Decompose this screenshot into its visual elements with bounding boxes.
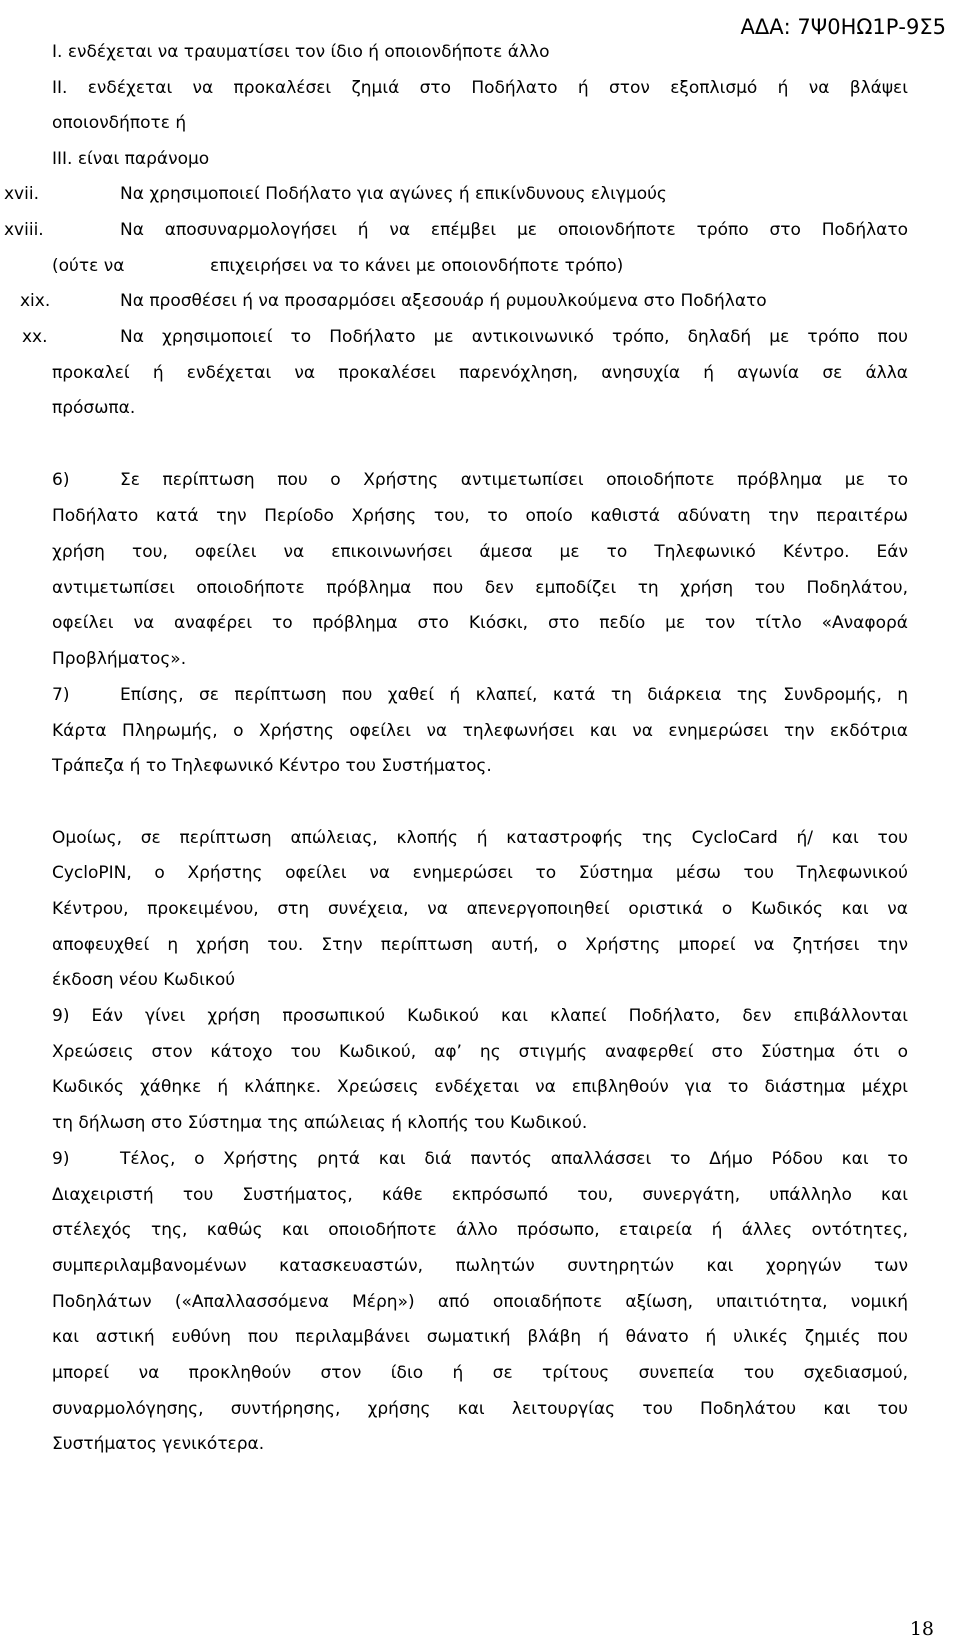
roman-label-xviii: xviii.	[4, 220, 44, 240]
roman-item-xx-line3: πρόσωπα.	[52, 398, 136, 418]
roman-item-xvii: Να χρησιμοποιεί Ποδήλατο για αγώνες ή επικίνδυνους ελιγμούς	[120, 184, 667, 204]
para9b-line1: Τέλος, ο Χρήστης ρητά και διά παντός απαλλάσσει το Δήμο Ρόδου και το	[120, 1149, 908, 1169]
para9b-line8: συναρμολόγησης, συντήρησης, χρήσης και λειτουργίας του Ποδηλάτου και του	[52, 1399, 908, 1419]
para9b-number: 9)	[52, 1149, 70, 1169]
para7-line1: Επίσης, σε περίπτωση που χαθεί ή κλαπεί, κατά τη διάρκεια της Συνδρομής, η	[120, 685, 908, 705]
para9b-line2: Διαχειριστή του Συστήματος, κάθε εκπρόσωπό του, συνεργάτη, υπάλληλο και	[52, 1185, 908, 1205]
para9b-line4: συμπεριλαμβανομένων κατασκευαστών, πωλητών συντηρητών και χορηγών των	[52, 1256, 908, 1276]
para7-line2: Κάρτα Πληρωμής, ο Χρήστης οφείλει να τηλεφωνήσει και να ενημερώσει την εκδότρια	[52, 721, 908, 741]
para9a-line3: Κωδικός χάθηκε ή κλάπηκε. Χρεώσεις ενδέχεται να επιβληθούν για το διάστημα μέχρι	[52, 1077, 908, 1097]
para9b-line6: και αστική ευθύνη που περιλαμβάνει σωματική βλάβη ή θάνατο ή υλικές ζημιές που	[52, 1327, 908, 1347]
para9a-line2: Χρεώσεις στον κάτοχο του Κωδικού, αφ’ ης στιγμής αναφερθεί στο Σύστημα ότι ο	[52, 1042, 908, 1062]
ada-code: ΑΔΑ: 7Ψ0ΗΩ1Ρ-9Σ5	[740, 15, 946, 39]
omoios-line5: έκδοση νέου Κωδικού	[52, 970, 236, 990]
para6-line1: Σε περίπτωση που ο Χρήστης αντιμετωπίσει οποιοδήποτε πρόβλημα με το	[120, 470, 908, 490]
omoios-line4: αποφευχθεί η χρήση του. Στην περίπτωση αυτή, ο Χρήστης μπορεί να ζητήσει την	[52, 935, 908, 955]
list-item-i: I. ενδέχεται να τραυματίσει τον ίδιο ή οποιονδήποτε άλλο	[52, 42, 550, 62]
para9a-line4: τη δήλωση στο Σύστημα της απώλειας ή κλοπής του Κωδικού.	[52, 1113, 588, 1133]
para6-line4: αντιμετωπίσει οποιοδήποτε πρόβλημα που δεν εμποδίζει τη χρήση του Ποδηλάτου,	[52, 578, 908, 598]
para6-line5: οφείλει να αναφέρει το πρόβλημα στο Κιόσκι, στο πεδίο με τον τίτλο «Αναφορά	[52, 613, 908, 633]
para9b-line5: Ποδηλάτων («Απαλλασσόμενα Μέρη») από οποιαδήποτε αξίωση, υπαιτιότητα, νομική	[52, 1292, 908, 1312]
roman-item-xviii-line1: Να αποσυναρμολογήσει ή να επέμβει με οποιονδήποτε τρόπο στο Ποδήλατο	[120, 220, 908, 240]
omoios-line1: Ομοίως, σε περίπτωση απώλειας, κλοπής ή καταστροφής της CycloCard ή/ και του	[52, 828, 908, 848]
list-item-ii-line2: οποιονδήποτε ή	[52, 113, 187, 133]
para9b-line9: Συστήματος γενικότερα.	[52, 1434, 265, 1454]
roman-label-xvii: xvii.	[4, 184, 39, 204]
para9b-line3: στέλεχός της, καθώς και οποιοδήποτε άλλο πρόσωπο, εταιρεία ή άλλες οντότητες,	[52, 1220, 908, 1240]
roman-label-xix: xix.	[20, 291, 51, 311]
roman-item-xx-line2: προκαλεί ή ενδέχεται να προκαλέσει παρενόχληση, ανησυχία ή αγωνία σε άλλα	[52, 363, 908, 383]
omoios-line2: CycloPIN, ο Χρήστης οφείλει να ενημερώσει το Σύστημα μέσω του Τηλεφωνικού	[52, 863, 908, 883]
page-number: 18	[909, 1618, 934, 1640]
roman-item-xviii-line2a: (ούτε να	[52, 256, 125, 276]
roman-label-xx: xx.	[22, 327, 48, 347]
omoios-line3: Κέντρου, προκειμένου, στη συνέχεια, να απενεργοποιηθεί οριστικά ο Κωδικός και να	[52, 899, 908, 919]
para9b-line7: μπορεί να προκληθούν στον ίδιο ή σε τρίτους συνεπεία του σχεδιασμού,	[52, 1363, 908, 1383]
para7-line3: Τράπεζα ή το Τηλεφωνικό Κέντρο του Συστήματος.	[52, 756, 492, 776]
para6-line2: Ποδήλατο κατά την Περίοδο Χρήσης του, το οποίο καθιστά αδύνατη την περαιτέρω	[52, 506, 908, 526]
para6-number: 6)	[52, 470, 70, 490]
roman-item-xix: Να προσθέσει ή να προσαρμόσει αξεσουάρ ή ρυμουλκούμενα στο Ποδήλατο	[120, 291, 767, 311]
para7-number: 7)	[52, 685, 70, 705]
para6-line3: χρήση του, οφείλει να επικοινωνήσει άμεσα με το Τηλεφωνικό Κέντρο. Εάν	[52, 542, 908, 562]
list-item-ii-line1: II. ενδέχεται να προκαλέσει ζημιά στο Ποδήλατο ή στον εξοπλισμό ή να βλάψει	[52, 78, 908, 98]
para9a-line1: 9) Εάν γίνει χρήση προσωπικού Κωδικού και κλαπεί Ποδήλατο, δεν επιβάλλονται	[52, 1006, 908, 1026]
roman-item-xviii-line2b: επιχειρήσει να το κάνει με οποιονδήποτε τρόπο)	[210, 256, 624, 276]
roman-item-xx-line1: Να χρησιμοποιεί το Ποδήλατο με αντικοινωνικό τρόπο, δηλαδή με τρόπο που	[120, 327, 908, 347]
para6-line6: Προβλήματος».	[52, 649, 187, 669]
list-item-iii: III. είναι παράνομο	[52, 149, 210, 169]
